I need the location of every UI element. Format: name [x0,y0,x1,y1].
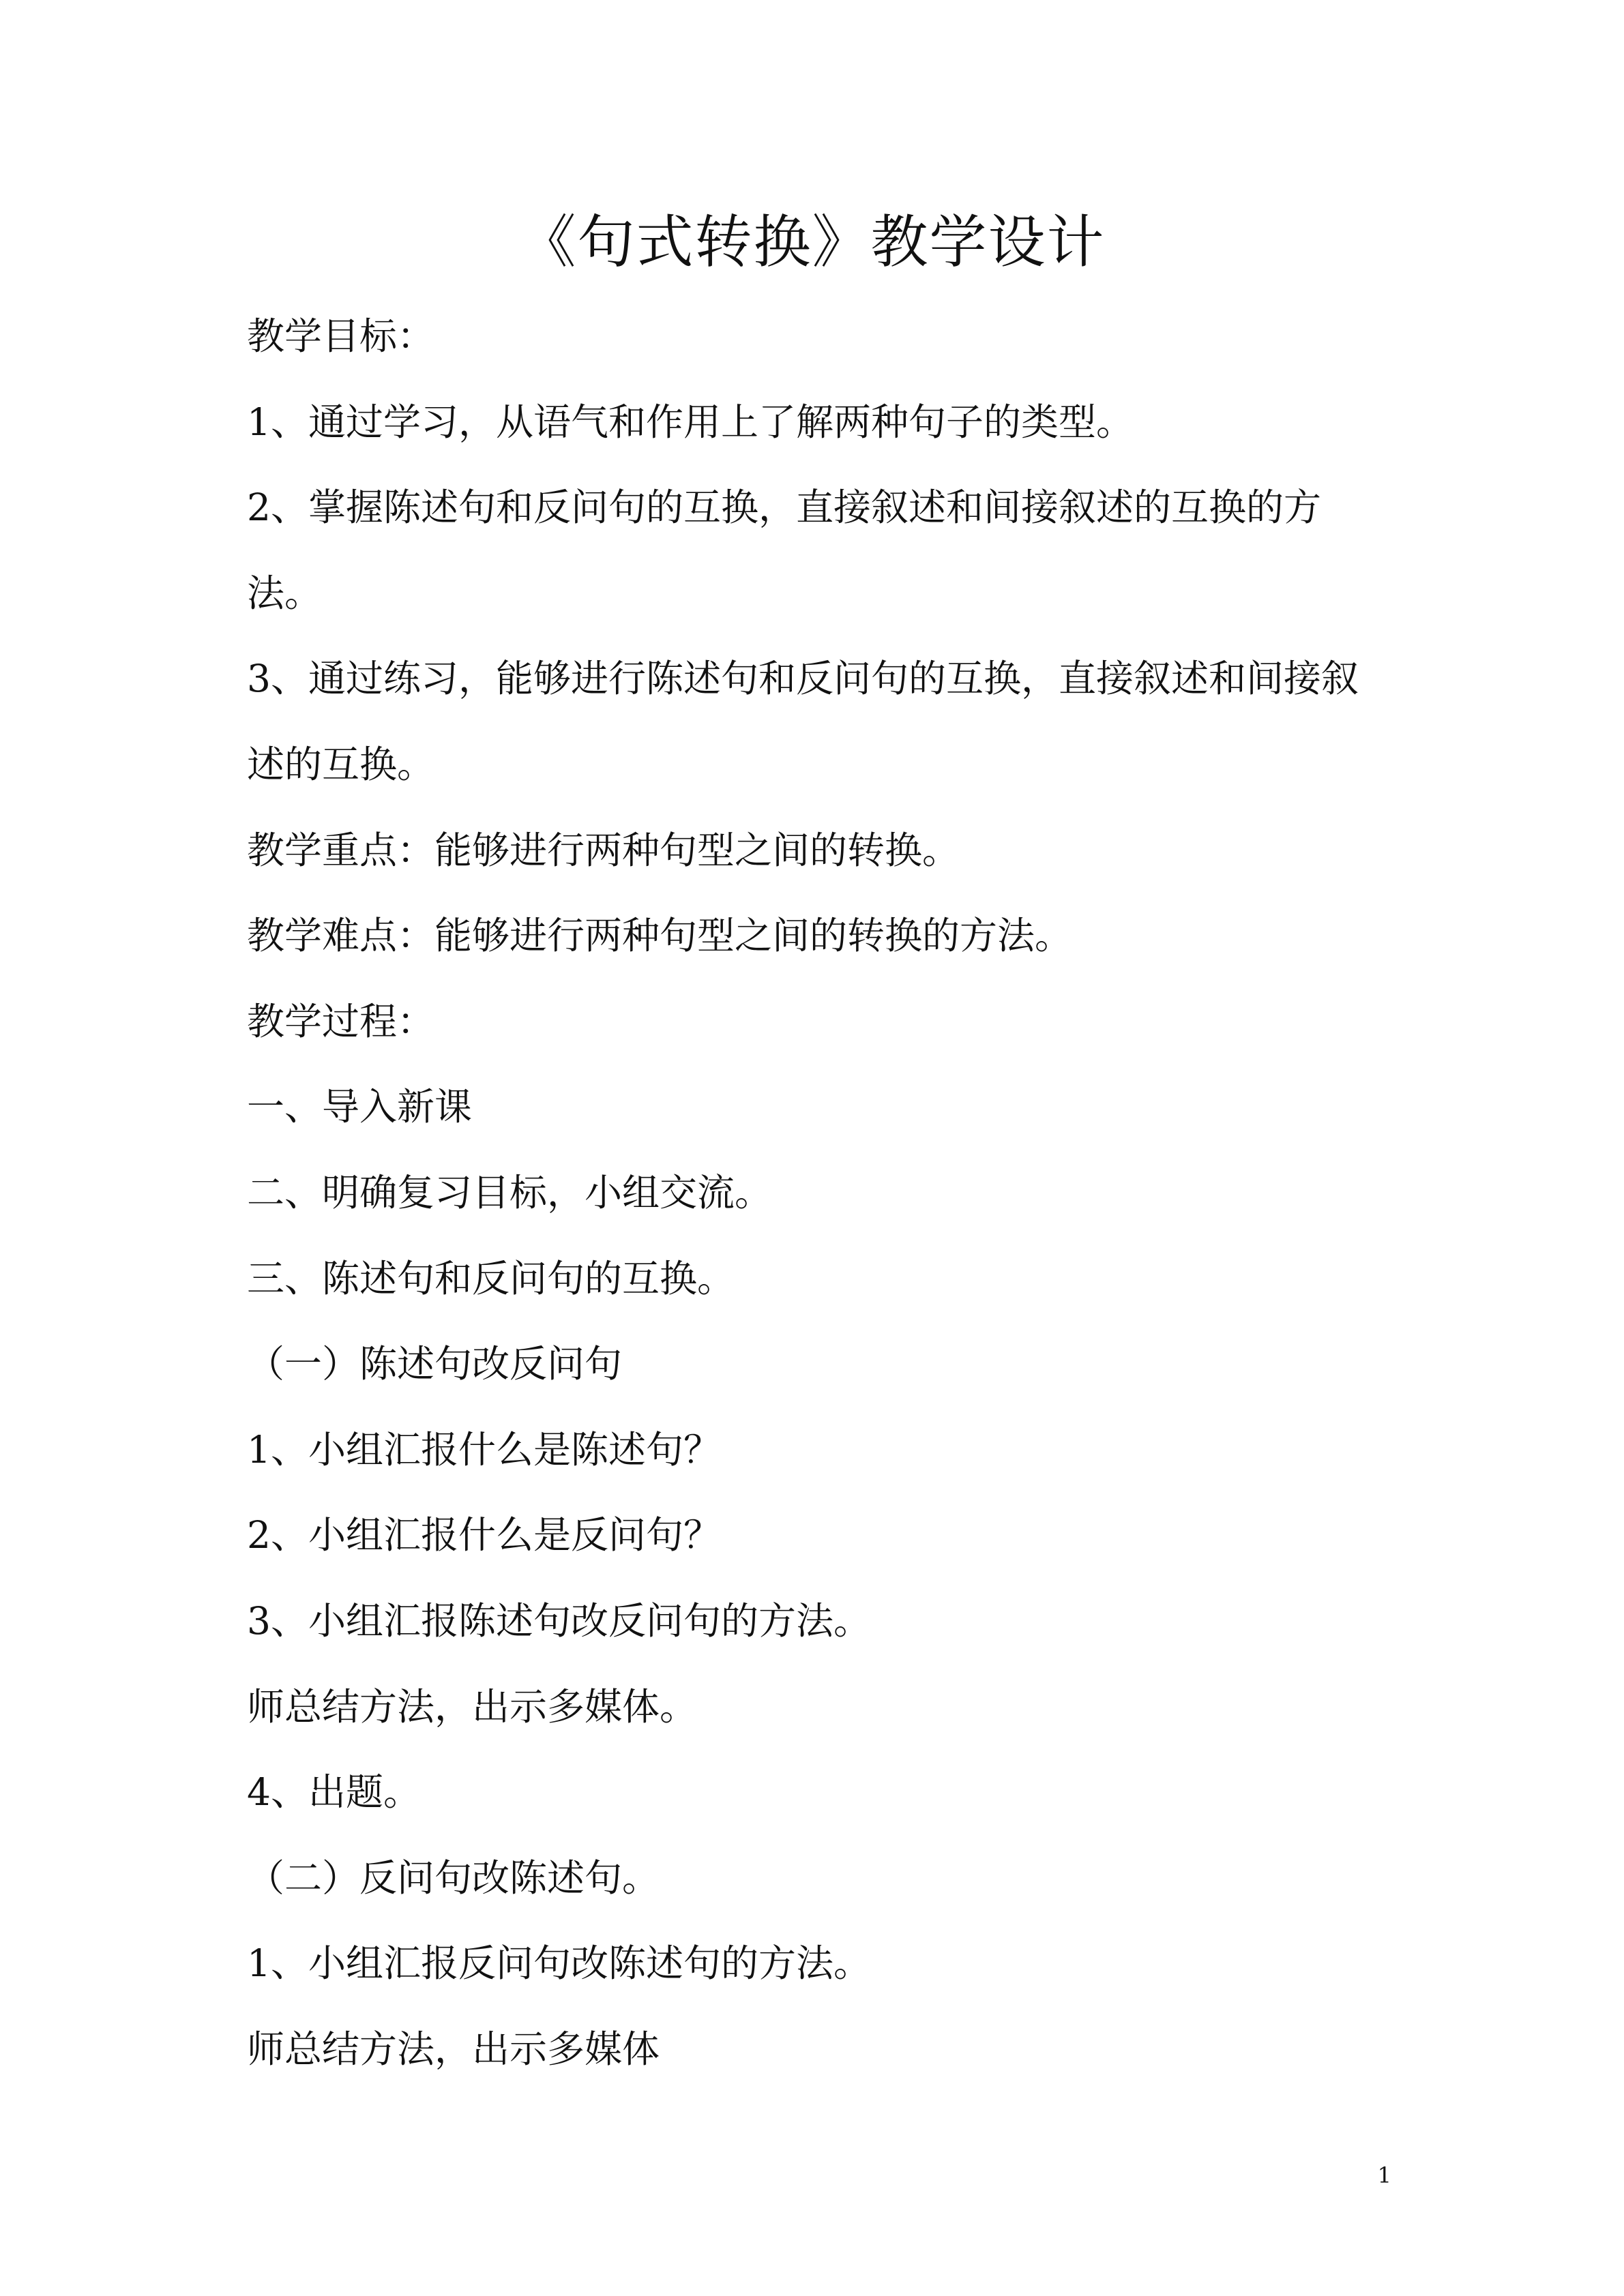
section-heading-process: 教学过程： [247,999,435,1043]
subsection-2-heading: （二）反问句改陈述句。 [247,1855,660,1900]
objective-3-line-1: 3、通过练习，能够进行陈述句和反问句的互换，直接叙述和间接叙 [247,657,1359,701]
subsection-2-summary: 师总结方法，出示多媒体 [247,2027,660,2071]
subsection-1-heading: （一）陈述句改反问句 [247,1342,623,1386]
document-body [247,294,1389,2092]
subsection-1-summary: 师总结方法，出示多媒体。 [247,1684,698,1729]
objective-3-line-2: 述的互换。 [247,742,435,786]
process-step-3: 三、陈述句和反问句的互换。 [247,1256,735,1300]
page-number: 1 [1377,2162,1391,2188]
teaching-difficulty: 教学难点：能够进行两种句型之间的转换的方法。 [247,914,1073,958]
subsection-1-item-1: 1、小组汇报什么是陈述句？ [247,1427,721,1472]
subsection-1-item-4: 4、出题。 [247,1770,421,1815]
process-step-2: 二、明确复习目标，小组交流。 [247,1170,773,1214]
subsection-1-item-3: 3、小组汇报陈述句改反问句的方法。 [247,1598,871,1643]
objective-1: 1、通过学习，从语气和作用上了解两种句子的类型。 [247,400,1134,444]
subsection-1-item-2: 2、小组汇报什么是反问句？ [247,1513,721,1557]
teaching-key-point: 教学重点：能够进行两种句型之间的转换。 [247,828,960,872]
objective-2-line-1: 2、掌握陈述句和反问句的互换，直接叙述和间接叙述的互换的方 [247,486,1321,530]
process-step-1: 一、导入新课 [247,1085,473,1129]
subsection-2-item-1: 1、小组汇报反问句改陈述句的方法。 [247,1941,871,1986]
document-title: 《句式转换》教学设计 [518,209,1106,275]
section-heading-objectives: 教学目标： [247,314,435,358]
objective-2-line-2: 法。 [247,571,323,615]
